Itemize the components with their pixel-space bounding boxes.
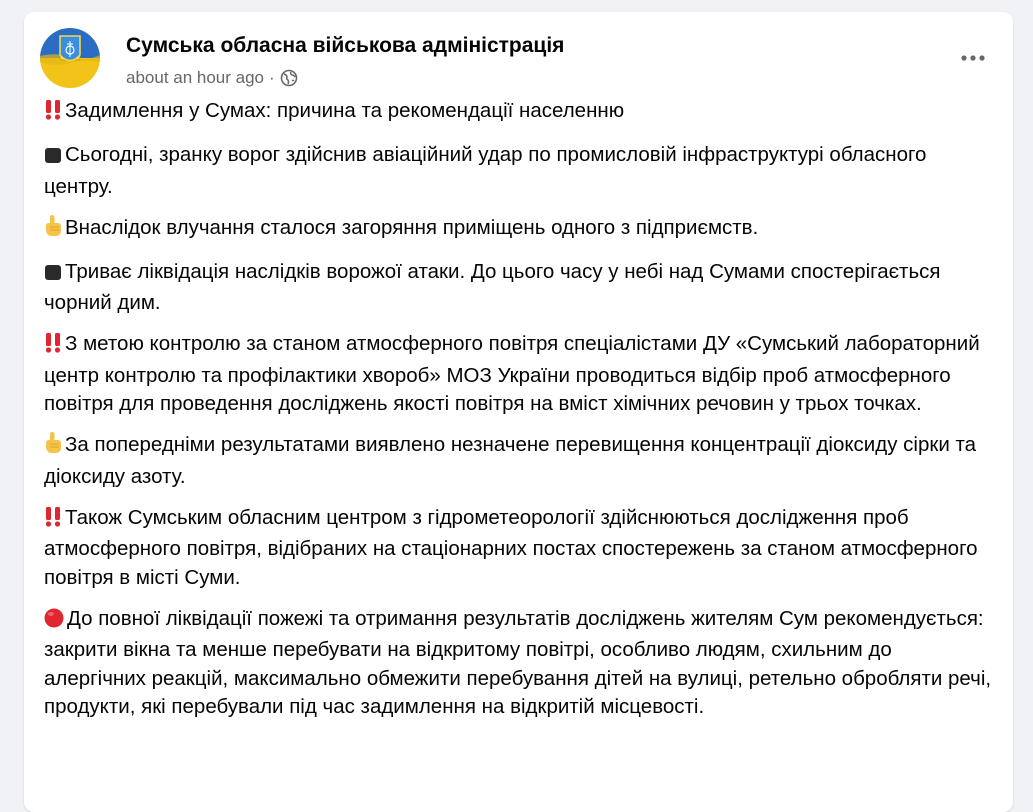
- paragraph-text: До повної ліквідації пожежі та отримання результатів досліджень жителям Сум рекомендується: закрити вікна та менше перебувати на відкритому повітрі, особливо людям, схильним до алергічних реакцій, максимально обмежити перебування дітей на вулиці, ретельно обробляти речі, продукти, які перебували під час задимлення на відкритій місцевості.: [44, 606, 992, 718]
- avatar[interactable]: [40, 28, 100, 88]
- post-paragraph: [44, 431, 999, 491]
- paragraph-text: Задимлення у Сумах: причина та рекомендації населенню: [65, 99, 625, 122]
- black-square-icon: [44, 144, 62, 173]
- author-name[interactable]: Сумська обласна військова адміністрація: [126, 34, 565, 57]
- globe-icon[interactable]: [280, 69, 298, 87]
- double-exclamation-icon: [44, 100, 62, 129]
- post-timestamp[interactable]: about an hour ago: [126, 68, 265, 87]
- more-options-icon: [960, 54, 986, 62]
- paragraph-text: Сьогодні, зранку ворог здійснив авіаційний удар по промисловій інфраструктурі обласного центру.: [44, 143, 927, 198]
- post-paragraph: [44, 141, 999, 201]
- post-paragraph: [44, 605, 999, 722]
- post-paragraph: [44, 330, 999, 419]
- paragraph-text: Також Сумським обласним центром з гідрометеорології здійснюються дослідження проб атмосферного повітря, відібраних на стаціонарних постах спостережень за станом атмосферного повітря в місті Суми.: [44, 505, 978, 589]
- post-meta: [126, 66, 298, 90]
- black-square-icon: [44, 261, 62, 290]
- paragraph-text: Внаслідок влучання сталося загоряння приміщень одного з підприємств.: [65, 215, 759, 239]
- pointing-up-icon: [44, 215, 62, 246]
- red-circle-icon: [44, 608, 64, 637]
- meta-separator: ·: [269, 68, 275, 87]
- more-options-button[interactable]: [953, 38, 993, 78]
- paragraph-text: За попередніми результатами виявлено незначене перевищення концентрації діоксиду сірки та діоксиду азоту.: [44, 433, 977, 488]
- post-paragraph: [44, 504, 999, 593]
- post-paragraph: [44, 214, 999, 246]
- double-exclamation-icon: [44, 333, 62, 362]
- sumy-coat-of-arms-logo: [40, 28, 100, 88]
- double-exclamation-icon: [44, 507, 62, 536]
- paragraph-text: З метою контролю за станом атмосферного повітря спеціалістами ДУ «Сумський лабораторний центр контролю та профілактики хвороб» МОЗ України проводиться відбір проб атмосферного повітря для проведення досліджень якості повітря на вміст хімічних речовин у трьох точках.: [44, 332, 980, 415]
- paragraph-text: Триває ліквідація наслідків ворожої атаки. До цього часу у небі над Сумами спостерігається чорний дим.: [44, 259, 941, 314]
- pointing-up-icon: [44, 432, 62, 463]
- post-header: [40, 28, 997, 92]
- post-card: [24, 12, 1013, 812]
- post-paragraph: [44, 258, 999, 318]
- post-paragraph: [44, 97, 999, 129]
- post-body: [44, 97, 999, 734]
